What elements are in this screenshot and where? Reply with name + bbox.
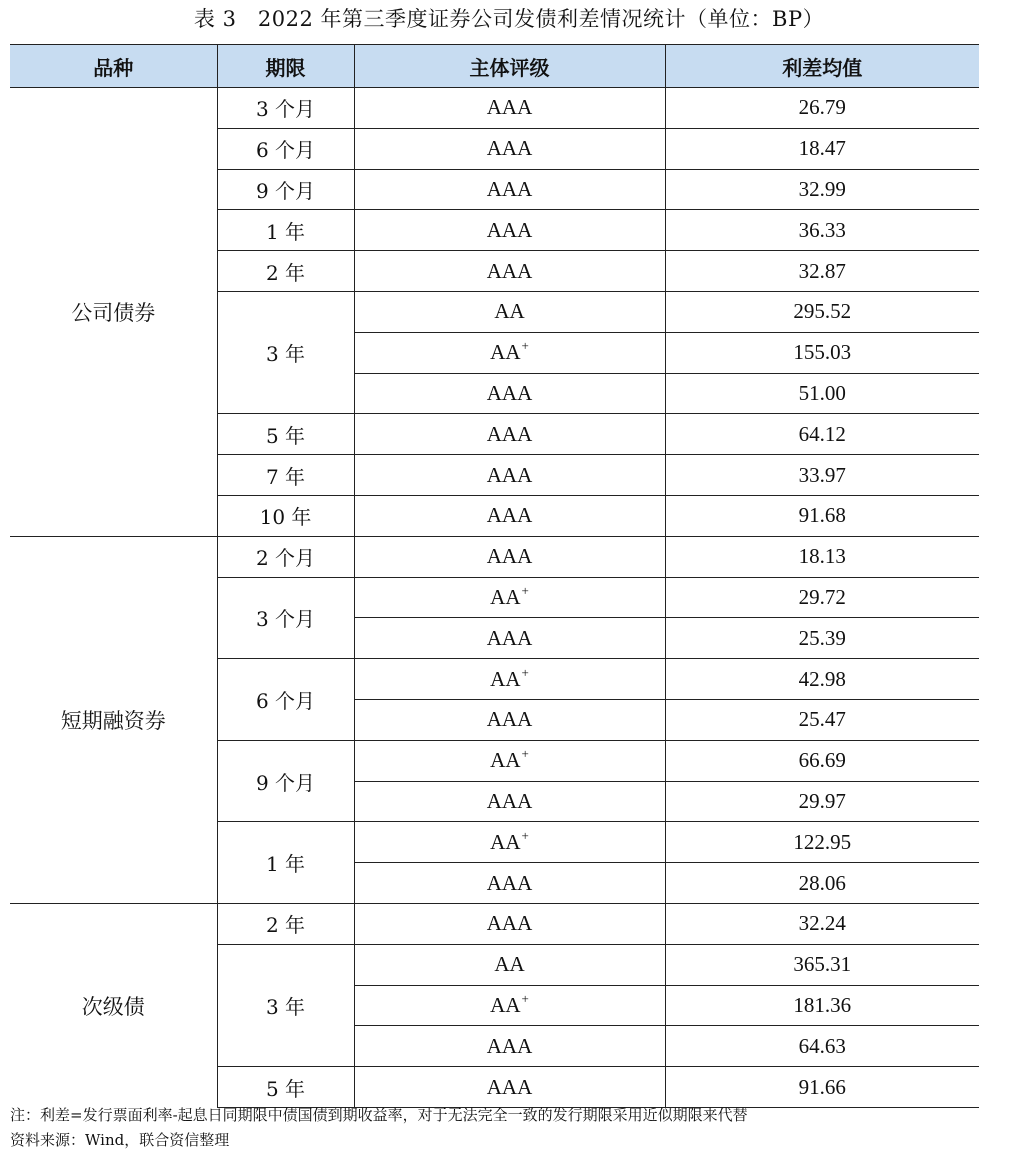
rating-cell: AAA bbox=[354, 618, 665, 659]
rating-base: AA bbox=[490, 829, 521, 854]
header-spread: 利差均值 bbox=[665, 45, 979, 88]
spread-cell: 181.36 bbox=[665, 985, 979, 1026]
rating-cell: AAA bbox=[354, 414, 665, 455]
table-row bbox=[10, 536, 979, 577]
spread-cell: 28.06 bbox=[665, 863, 979, 904]
spread-cell: 25.47 bbox=[665, 699, 979, 740]
rating-plus: + bbox=[521, 338, 529, 354]
spread-cell: 91.68 bbox=[665, 495, 979, 536]
term-cell: 5 年 bbox=[217, 1067, 354, 1108]
rating-cell: AAA bbox=[354, 128, 665, 169]
spread-cell: 18.47 bbox=[665, 128, 979, 169]
spread-cell: 295.52 bbox=[665, 291, 979, 332]
term-cell: 10 年 bbox=[217, 495, 354, 536]
table-row bbox=[10, 88, 979, 129]
rating-cell bbox=[354, 659, 665, 700]
term-cell: 3 个月 bbox=[217, 577, 354, 659]
spread-cell: 33.97 bbox=[665, 455, 979, 496]
rating-cell: AAA bbox=[354, 455, 665, 496]
spread-cell: 29.72 bbox=[665, 577, 979, 618]
rating-base: AA bbox=[490, 584, 521, 609]
term-cell: 7 年 bbox=[217, 455, 354, 496]
spread-cell: 32.24 bbox=[665, 903, 979, 944]
term-cell: 5 年 bbox=[217, 414, 354, 455]
header-category: 品种 bbox=[10, 45, 217, 88]
term-cell: 3 个月 bbox=[217, 88, 354, 129]
rating-cell bbox=[354, 332, 665, 373]
spread-cell: 66.69 bbox=[665, 740, 979, 781]
rating-plus: + bbox=[521, 746, 529, 762]
rating-base: AA bbox=[490, 666, 521, 691]
spread-cell: 18.13 bbox=[665, 536, 979, 577]
spread-cell: 26.79 bbox=[665, 88, 979, 129]
rating-plus: + bbox=[521, 582, 529, 598]
rating-cell bbox=[354, 740, 665, 781]
rating-plus: + bbox=[521, 990, 529, 1006]
category-cell: 次级债 bbox=[10, 903, 217, 1107]
spread-cell: 91.66 bbox=[665, 1067, 979, 1108]
table-caption: 表 3 2022 年第三季度证券公司发债利差情况统计（单位：BP） bbox=[193, 7, 825, 31]
term-cell: 2 年 bbox=[217, 251, 354, 292]
term-cell: 6 个月 bbox=[217, 659, 354, 741]
term-cell: 2 个月 bbox=[217, 536, 354, 577]
rating-cell: AAA bbox=[354, 210, 665, 251]
rating-cell: AAA bbox=[354, 536, 665, 577]
category-cell: 短期融资券 bbox=[10, 536, 217, 903]
spread-cell: 25.39 bbox=[665, 618, 979, 659]
rating-base: AA bbox=[490, 340, 521, 365]
spread-cell: 122.95 bbox=[665, 822, 979, 863]
rating-cell: AAA bbox=[354, 699, 665, 740]
rating-base: AA bbox=[490, 992, 521, 1017]
rating-cell: AAA bbox=[354, 863, 665, 904]
spread-cell: 32.99 bbox=[665, 169, 979, 210]
header-row bbox=[10, 45, 979, 88]
rating-cell bbox=[354, 985, 665, 1026]
spread-cell: 365.31 bbox=[665, 944, 979, 985]
term-cell: 1 年 bbox=[217, 210, 354, 251]
header-rating: 主体评级 bbox=[354, 45, 665, 88]
spread-cell: 64.63 bbox=[665, 1026, 979, 1067]
spread-cell: 36.33 bbox=[665, 210, 979, 251]
rating-base: AA bbox=[490, 748, 521, 773]
term-cell: 1 年 bbox=[217, 822, 354, 904]
spread-cell: 29.97 bbox=[665, 781, 979, 822]
spread-cell: 64.12 bbox=[665, 414, 979, 455]
term-cell: 2 年 bbox=[217, 903, 354, 944]
spread-table bbox=[10, 44, 979, 1108]
rating-cell: AA bbox=[354, 291, 665, 332]
category-cell: 公司债券 bbox=[10, 88, 217, 537]
spread-cell: 32.87 bbox=[665, 251, 979, 292]
rating-cell: AAA bbox=[354, 373, 665, 414]
rating-cell: AAA bbox=[354, 1067, 665, 1108]
rating-cell: AAA bbox=[354, 251, 665, 292]
rating-cell bbox=[354, 577, 665, 618]
term-cell: 6 个月 bbox=[217, 128, 354, 169]
rating-cell: AAA bbox=[354, 169, 665, 210]
spread-cell: 42.98 bbox=[665, 659, 979, 700]
rating-plus: + bbox=[521, 827, 529, 843]
rating-cell bbox=[354, 822, 665, 863]
data-source: 资料来源：Wind，联合资信整理 bbox=[10, 1131, 230, 1149]
table-row bbox=[10, 903, 979, 944]
rating-plus: + bbox=[521, 664, 529, 680]
rating-cell: AAA bbox=[354, 903, 665, 944]
term-cell: 9 个月 bbox=[217, 169, 354, 210]
rating-cell: AAA bbox=[354, 781, 665, 822]
spread-cell: 155.03 bbox=[665, 332, 979, 373]
header-term: 期限 bbox=[217, 45, 354, 88]
table-note: 注：利差=发行票面利率-起息日同期限中债国债到期收益率，对于无法完全一致的发行期限采用近似期限来代替 bbox=[10, 1106, 748, 1124]
rating-cell: AAA bbox=[354, 1026, 665, 1067]
rating-cell: AAA bbox=[354, 495, 665, 536]
spread-cell: 51.00 bbox=[665, 373, 979, 414]
term-cell: 9 个月 bbox=[217, 740, 354, 822]
rating-cell: AA bbox=[354, 944, 665, 985]
term-cell: 3 年 bbox=[217, 291, 354, 413]
rating-cell: AAA bbox=[354, 88, 665, 129]
term-cell: 3 年 bbox=[217, 944, 354, 1066]
